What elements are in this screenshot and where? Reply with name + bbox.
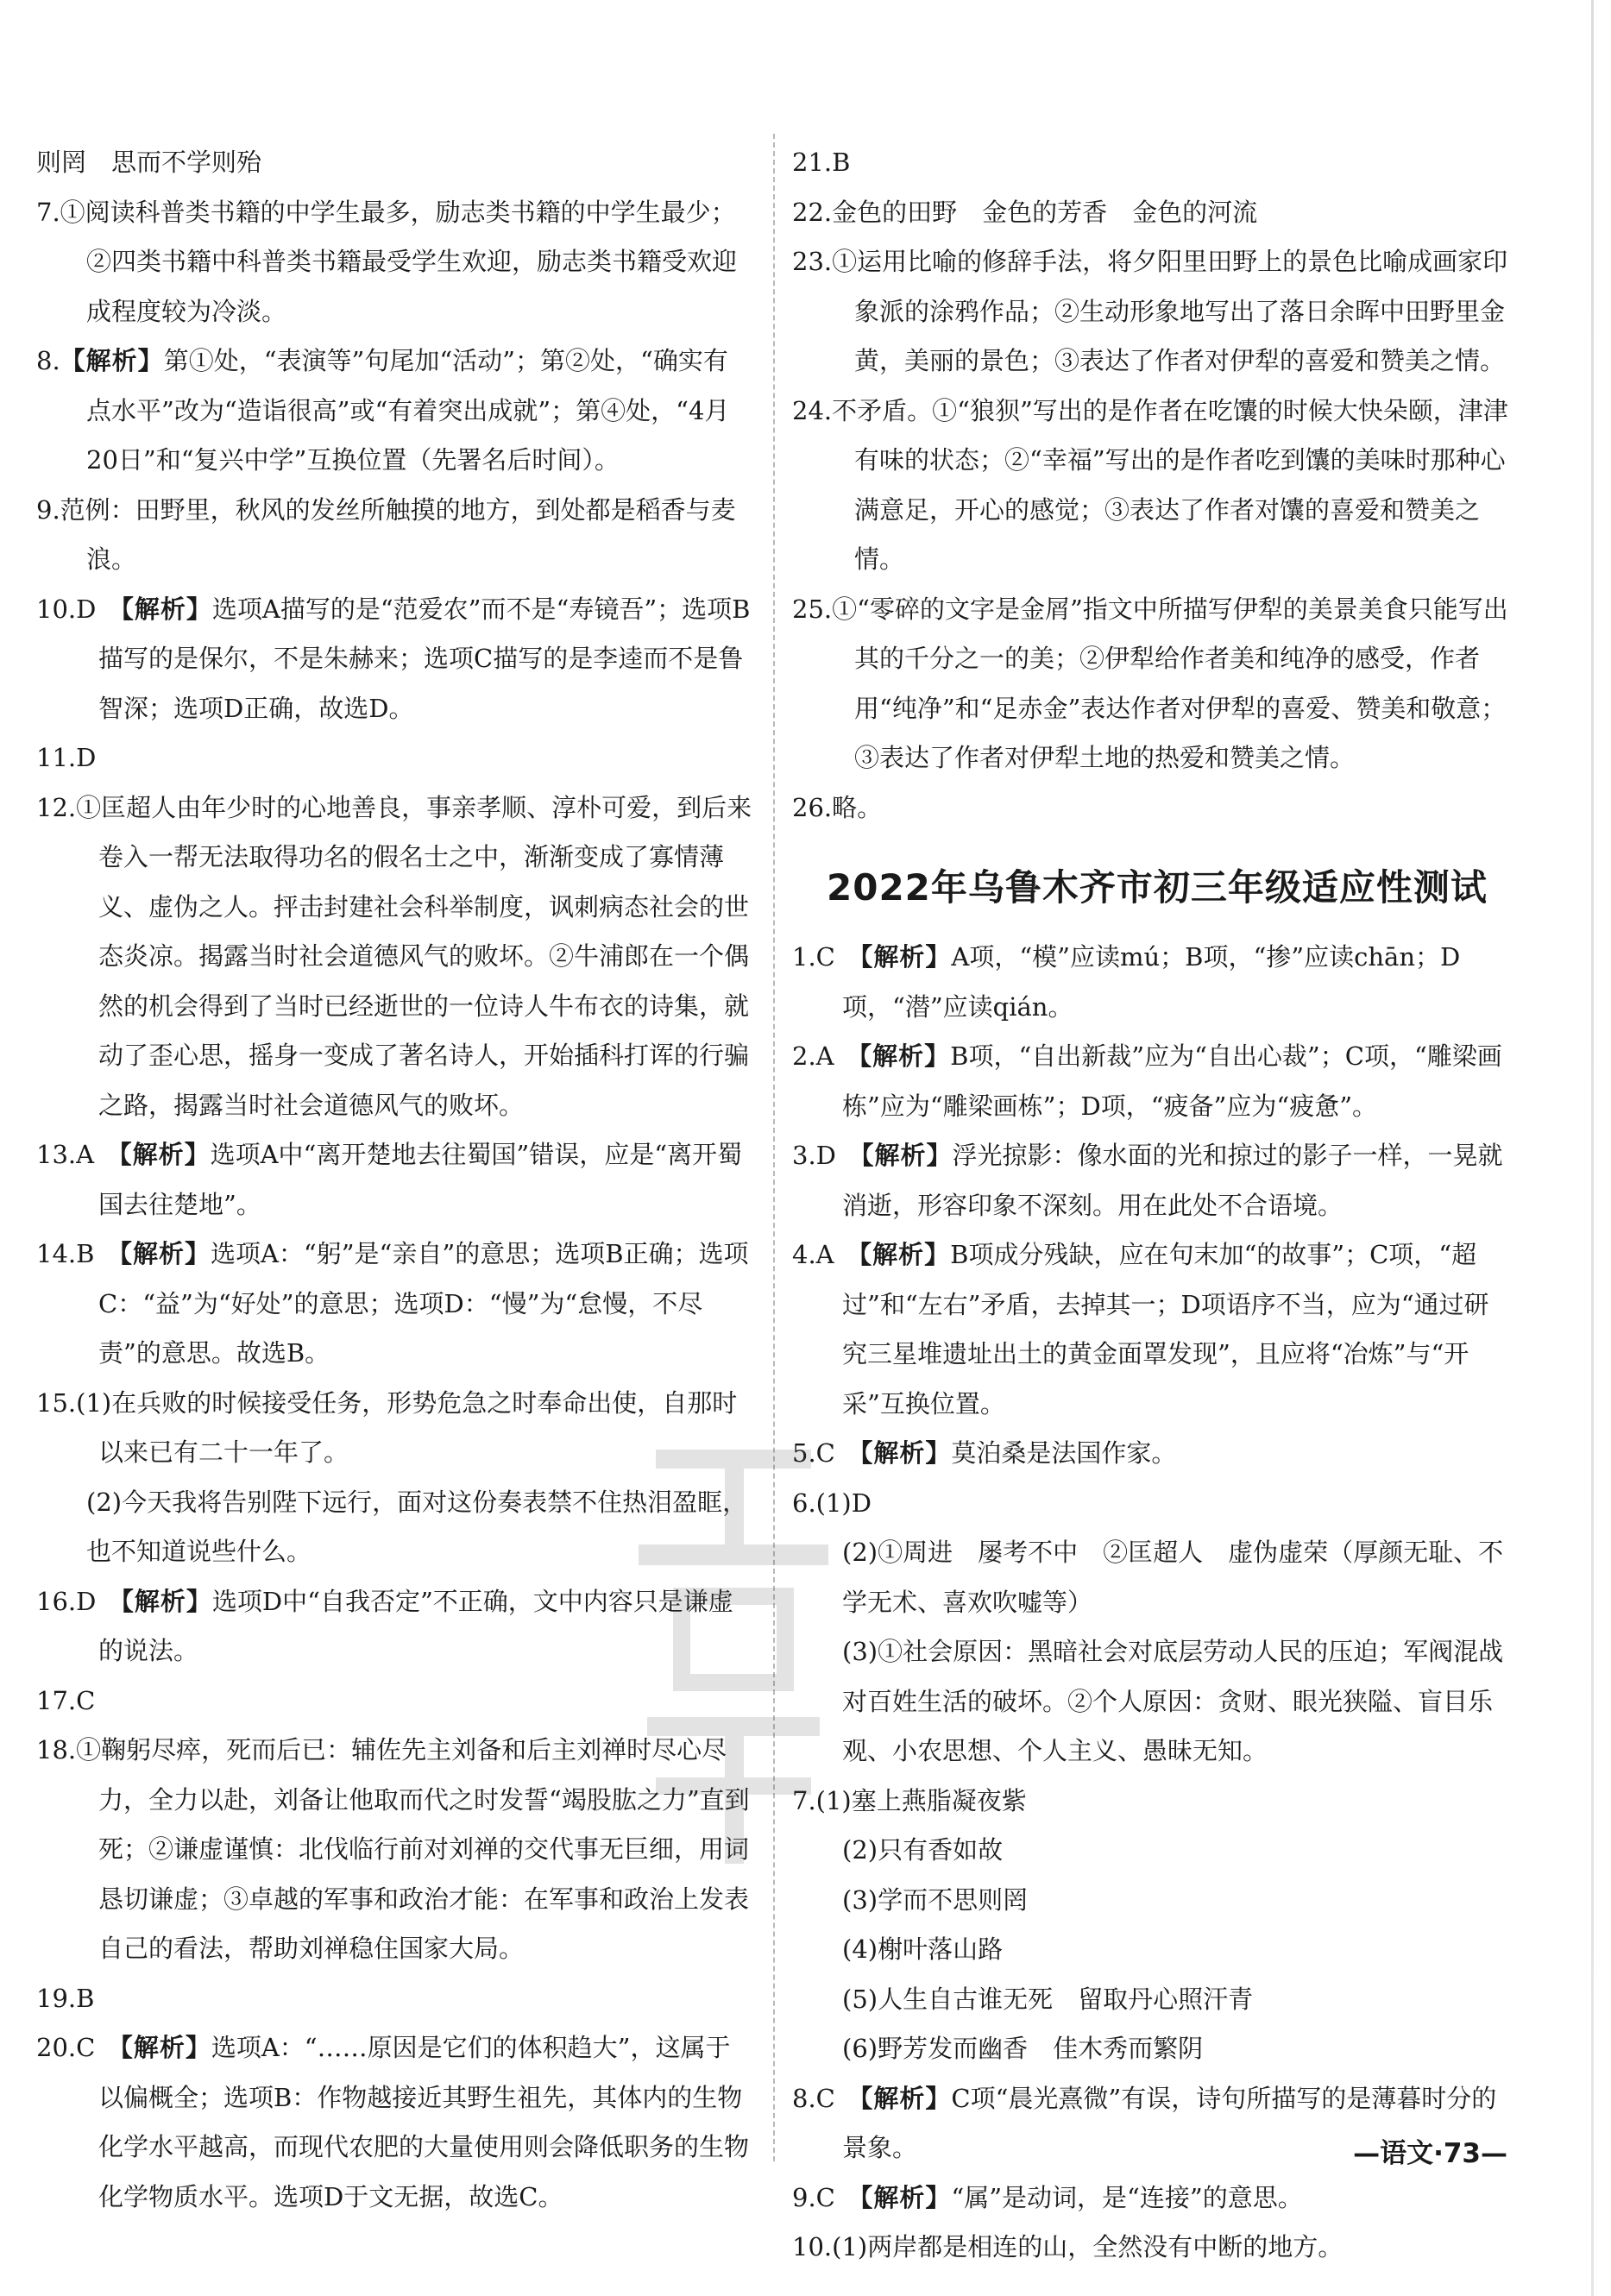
- answer-choice: D: [76, 1586, 122, 1616]
- item-text: (3)学而不思则罔: [842, 1884, 1029, 1915]
- item-number: 13.: [36, 1140, 77, 1169]
- item-text: (1)D: [815, 1488, 872, 1518]
- item-text: 浮光掠影：像水面的光和掠过的影子一样，一晃就消逝，形容印象不深刻。用在此处不合语境。: [842, 1141, 1503, 1220]
- right-column: [792, 138, 1508, 2273]
- item-text: (4)榭叶落山路: [842, 1934, 1004, 1964]
- item-text: B项，“自出新裁”应为“自出心裁”；C项，“雕梁画栋”应为“雕梁画栋”；D项，“疲备”应为“疲惫”。: [842, 1041, 1502, 1121]
- answer-choice: B: [76, 1239, 120, 1268]
- analysis-label: 【解析】: [859, 1240, 951, 1269]
- answer-item: [36, 733, 752, 783]
- item-number: 18.: [36, 1735, 77, 1764]
- item-number: 4.: [792, 1240, 816, 1269]
- item-number: 21.: [792, 148, 833, 177]
- answer-item: [792, 585, 1508, 783]
- item-number: 10.: [792, 2232, 833, 2261]
- item-number: 7.: [792, 1785, 816, 1815]
- answer-choice: D: [815, 1141, 861, 1170]
- answer-choice: C: [815, 2182, 860, 2212]
- item-number: 23.: [792, 247, 833, 276]
- item-text: “属”是动词，是“连接”的意思。: [951, 2182, 1303, 2212]
- right-column-top: [792, 138, 1508, 833]
- answer-item: [36, 1577, 752, 1676]
- answer-item: [792, 138, 1508, 188]
- item-text: 金色的田野 金色的芳香 金色的河流: [832, 197, 1258, 227]
- item-text: ①匡超人由年少时的心地善良，事亲孝顺、淳朴可爱，到后来卷入一帮无法取得功名的假名士之中，渐渐变成了寡情薄义、虚伪之人。抨击封建社会科举制度，讽刺病态社会的世态炎凉。揭露当时社会道德风气的败坏。②牛浦郎在一个偶然的机会得到了当时已经逝世的一位诗人牛布衣的诗集，就动了歪心思，摇身一变成了著名诗人，开始插科打诨的行骗之路，揭露当时社会道德风气的败坏。: [76, 792, 752, 1120]
- item-number: 14.: [36, 1239, 77, 1268]
- answer-item: [36, 1726, 752, 1974]
- item-number: 1.: [792, 942, 816, 972]
- analysis-label: 【解析】: [859, 942, 952, 972]
- item-number: 16.: [36, 1586, 77, 1616]
- analysis-label: 【解析】: [859, 1438, 952, 1468]
- answer-item: [792, 1479, 1508, 1529]
- item-number: 17.: [36, 1685, 77, 1715]
- item-number: 3.: [792, 1141, 816, 1170]
- answer-item: [792, 933, 1508, 1032]
- item-text: 范例：田野里，秋风的发丝所触摸的地方，到处都是稻香与麦浪。: [60, 494, 736, 574]
- answer-item: [36, 1676, 752, 1727]
- answer-item: [792, 237, 1508, 387]
- item-text: 选项A：“……原因是它们的体积趋大”，这属于以偏概全；选项B：作物越接近其野生祖先，其体内的生物化学水平越高，而现代农肥的大量使用则会降低职务的生物化学物质水平。选项D于文无据，故选C。: [98, 2033, 750, 2211]
- answer-item: [792, 1032, 1508, 1131]
- item-text: B: [832, 148, 851, 177]
- analysis-label: 【解析】: [859, 2083, 952, 2113]
- answer-item: [792, 1230, 1508, 1429]
- section-title: 2022年乌鲁木齐市初三年级适应性测试: [827, 866, 1488, 909]
- item-text: (2)只有香如故: [842, 1835, 1004, 1865]
- item-number: 19.: [36, 1983, 77, 2013]
- item-text: C: [76, 1685, 96, 1715]
- item-number: 9.: [792, 2182, 816, 2212]
- analysis-label: 【解析】: [121, 1586, 212, 1616]
- answer-item: [792, 1975, 1508, 2025]
- answer-item: [36, 783, 752, 1131]
- item-text: 选项A：“躬”是“亲自”的意思；选项B正确；选项C：“益”为“好处”的意思；选项D：“慢”为“怠慢，不尽责”的意思。故选B。: [98, 1239, 749, 1368]
- page-edge: [1591, 0, 1594, 2296]
- analysis-label: 【解析】: [860, 1141, 953, 1170]
- answer-choice: C: [815, 2083, 860, 2113]
- left-column: [36, 138, 752, 2222]
- analysis-label: 【解析】: [121, 594, 212, 624]
- item-text: 选项A中“离开楚地去往蜀国”错误，应是“离开蜀国去往楚地”。: [98, 1140, 743, 1219]
- answer-item: [36, 585, 752, 734]
- answer-item: [36, 2023, 752, 2222]
- analysis-label: 【解析】: [119, 1239, 211, 1268]
- item-text: (2)①周进 屡考不中 ②匡超人 虚伪虚荣（厚颜无耻、不学无术、喜欢吹嘘等）: [842, 1538, 1504, 1617]
- item-number: 15.: [36, 1387, 77, 1418]
- item-text: D: [76, 743, 97, 772]
- item-text: (1)两岸都是相连的山，全然没有中断的地方。: [832, 2232, 1344, 2261]
- answer-item: [792, 1826, 1508, 1876]
- item-text: (3)①社会原因：黑暗社会对底层劳动人民的压迫；军阀混战对百姓生活的破坏。②个人原因：贪财、眼光狭隘、盲目乐观、小农思想、个人主义、愚昧无知。: [842, 1637, 1504, 1765]
- item-text: 选项D中“自我否定”不正确，文中内容只是谦虚的说法。: [98, 1586, 733, 1665]
- item-text: 则罔 思而不学则殆: [36, 148, 262, 177]
- answer-item: [792, 1131, 1508, 1230]
- answer-item: [792, 1876, 1508, 1926]
- answer-item: [36, 138, 752, 188]
- item-text: 不矛盾。①“狼狈”写出的是作者在吃馕的时候大快朵颐，津津有味的状态；②“幸福”写出的是作者吃到馕的美味时那种心满意足，开心的感觉；③表达了作者对馕的喜爱和赞美之情。: [832, 395, 1508, 574]
- answer-item: [792, 1777, 1508, 1827]
- item-number: 6.: [792, 1488, 816, 1518]
- item-text: C项“晨光熹微”有误，诗句所描写的是薄暮时分的景象。: [842, 2083, 1497, 2162]
- item-text: 略。: [832, 792, 883, 822]
- answer-item: [792, 2223, 1508, 2273]
- answer-item: [792, 783, 1508, 833]
- item-text: B: [76, 1983, 95, 2013]
- analysis-label: 【解析】: [859, 1041, 951, 1071]
- analysis-label: 【解析】: [120, 2033, 211, 2062]
- item-text: A项，“模”应读mú；B项，“掺”应读chān；D项，“潜”应读qián。: [842, 942, 1461, 1022]
- answer-item: [792, 1429, 1508, 1479]
- answer-item: [36, 1379, 752, 1478]
- item-text: ①阅读科普类书籍的中学生最多，励志类书籍的中学生最少；②四类书籍中科普类书籍最受学生欢迎，励志类书籍受欢迎成程度较为冷淡。: [60, 197, 738, 326]
- item-number: 20.: [36, 2033, 77, 2062]
- analysis-label: 【解析】: [859, 2182, 952, 2212]
- answer-item: [36, 1230, 752, 1379]
- item-text: (5)人生自古谁无死 留取丹心照汗青: [842, 1984, 1254, 2014]
- item-text: 选项A描写的是“范爱农”而不是“寿镜吾”；选项B描写的是保尔，不是朱赫来；选项C描写的是李逵而不是鲁智深；选项D正确，故选D。: [98, 594, 751, 723]
- item-text: (1)在兵败的时候接受任务，形势危急之时奉命出使，自那时以来已有二十一年了。: [76, 1387, 738, 1467]
- answer-item: [36, 1974, 752, 2024]
- answer-choice: A: [76, 1140, 120, 1169]
- item-number: 10.: [36, 594, 77, 624]
- answer-choice: C: [76, 2033, 121, 2062]
- item-number: 8.: [792, 2083, 816, 2113]
- answer-item: [792, 1528, 1508, 1627]
- item-number: 24.: [792, 395, 833, 425]
- item-number: 12.: [36, 792, 77, 822]
- answer-item: [792, 1925, 1508, 1975]
- answer-item: [36, 1130, 752, 1230]
- page-footer: —语文·73—: [1353, 2138, 1507, 2169]
- analysis-label: 【解析】: [119, 1140, 211, 1169]
- answer-item: [792, 2024, 1508, 2074]
- item-text: B项成分残缺，应在句末加“的故事”；C项，“超过”和“左右”矛盾，去掉其一；D项语序不当，应为“通过研究三星堆遗址出土的黄金面罩发现”，且应将“冶炼”与“开采”互换位置。: [842, 1240, 1489, 1418]
- item-number: 11.: [36, 743, 77, 772]
- answer-item: [36, 486, 752, 585]
- item-number: 26.: [792, 792, 833, 822]
- answer-item: [792, 1627, 1508, 1777]
- item-number: 5.: [792, 1438, 816, 1468]
- item-text: 莫泊桑是法国作家。: [951, 1438, 1177, 1468]
- item-number: 25.: [792, 594, 833, 624]
- item-text: (2)今天我将告别陛下远行，面对这份奏表禁不住热泪盈眶，也不知道说些什么。: [86, 1487, 748, 1566]
- item-text: ①鞠躬尽瘁，死而后已：辅佐先主刘备和后主刘禅时尽心尽力，全力以赴，刘备让他取而代之时发誓“竭股肱之力”直到死；②谦虚谨慎：北伐临行前对刘禅的交代事无巨细，用词恳切谦虚；③卓越的军事和政治才能：在军事和政治上发表自己的看法，帮助刘禅稳住国家大局。: [76, 1735, 750, 1963]
- answer-choice: D: [76, 594, 122, 624]
- item-text: ①运用比喻的修辞手法，将夕阳里田野上的景色比喻成画家印象派的涂鸦作品；②生动形象地写出了落日余晖中田野里金黄，美丽的景色；③表达了作者对伊犁的喜爱和赞美之情。: [832, 247, 1508, 375]
- answer-choice: A: [815, 1041, 859, 1071]
- item-number: 22.: [792, 197, 833, 227]
- item-number: 8.: [36, 346, 60, 375]
- item-text: 第①处，“表演等”句尾加“活动”；第②处，“确实有点水平”改为“造诣很高”或“有着突出成就”；第④处，“4月20日”和“复兴中学”互换位置（先署名后时间）。: [86, 346, 730, 475]
- answer-item: [792, 2173, 1508, 2224]
- answer-choice: C: [815, 942, 860, 972]
- answer-choice: C: [815, 1438, 860, 1468]
- answer-item: [792, 188, 1508, 238]
- item-number: 7.: [36, 197, 60, 227]
- item-number: 2.: [792, 1041, 816, 1071]
- item-text: (6)野芳发而幽香 佳木秀而繁阴: [842, 2034, 1204, 2063]
- item-text: (1)塞上燕脂凝夜紫: [815, 1785, 1027, 1815]
- column-divider: [773, 134, 775, 2161]
- answer-item: [36, 188, 752, 337]
- answer-choice: A: [815, 1240, 859, 1269]
- item-number: 9.: [36, 494, 60, 525]
- right-column-bottom: [792, 933, 1508, 2273]
- analysis-label: 【解析】: [60, 346, 164, 375]
- item-text: ①“零碎的文字是金屑”指文中所描写伊犁的美景美食只能写出其的千分之一的美；②伊犁给作者美和纯净的感受，作者用“纯净”和“足赤金”表达作者对伊犁的喜爱、赞美和敬意；③表达了作者对伊犁土地的热爱和赞美之情。: [832, 594, 1508, 772]
- answer-item: [792, 387, 1508, 585]
- answer-item: [36, 337, 752, 486]
- answer-item: [36, 1478, 752, 1577]
